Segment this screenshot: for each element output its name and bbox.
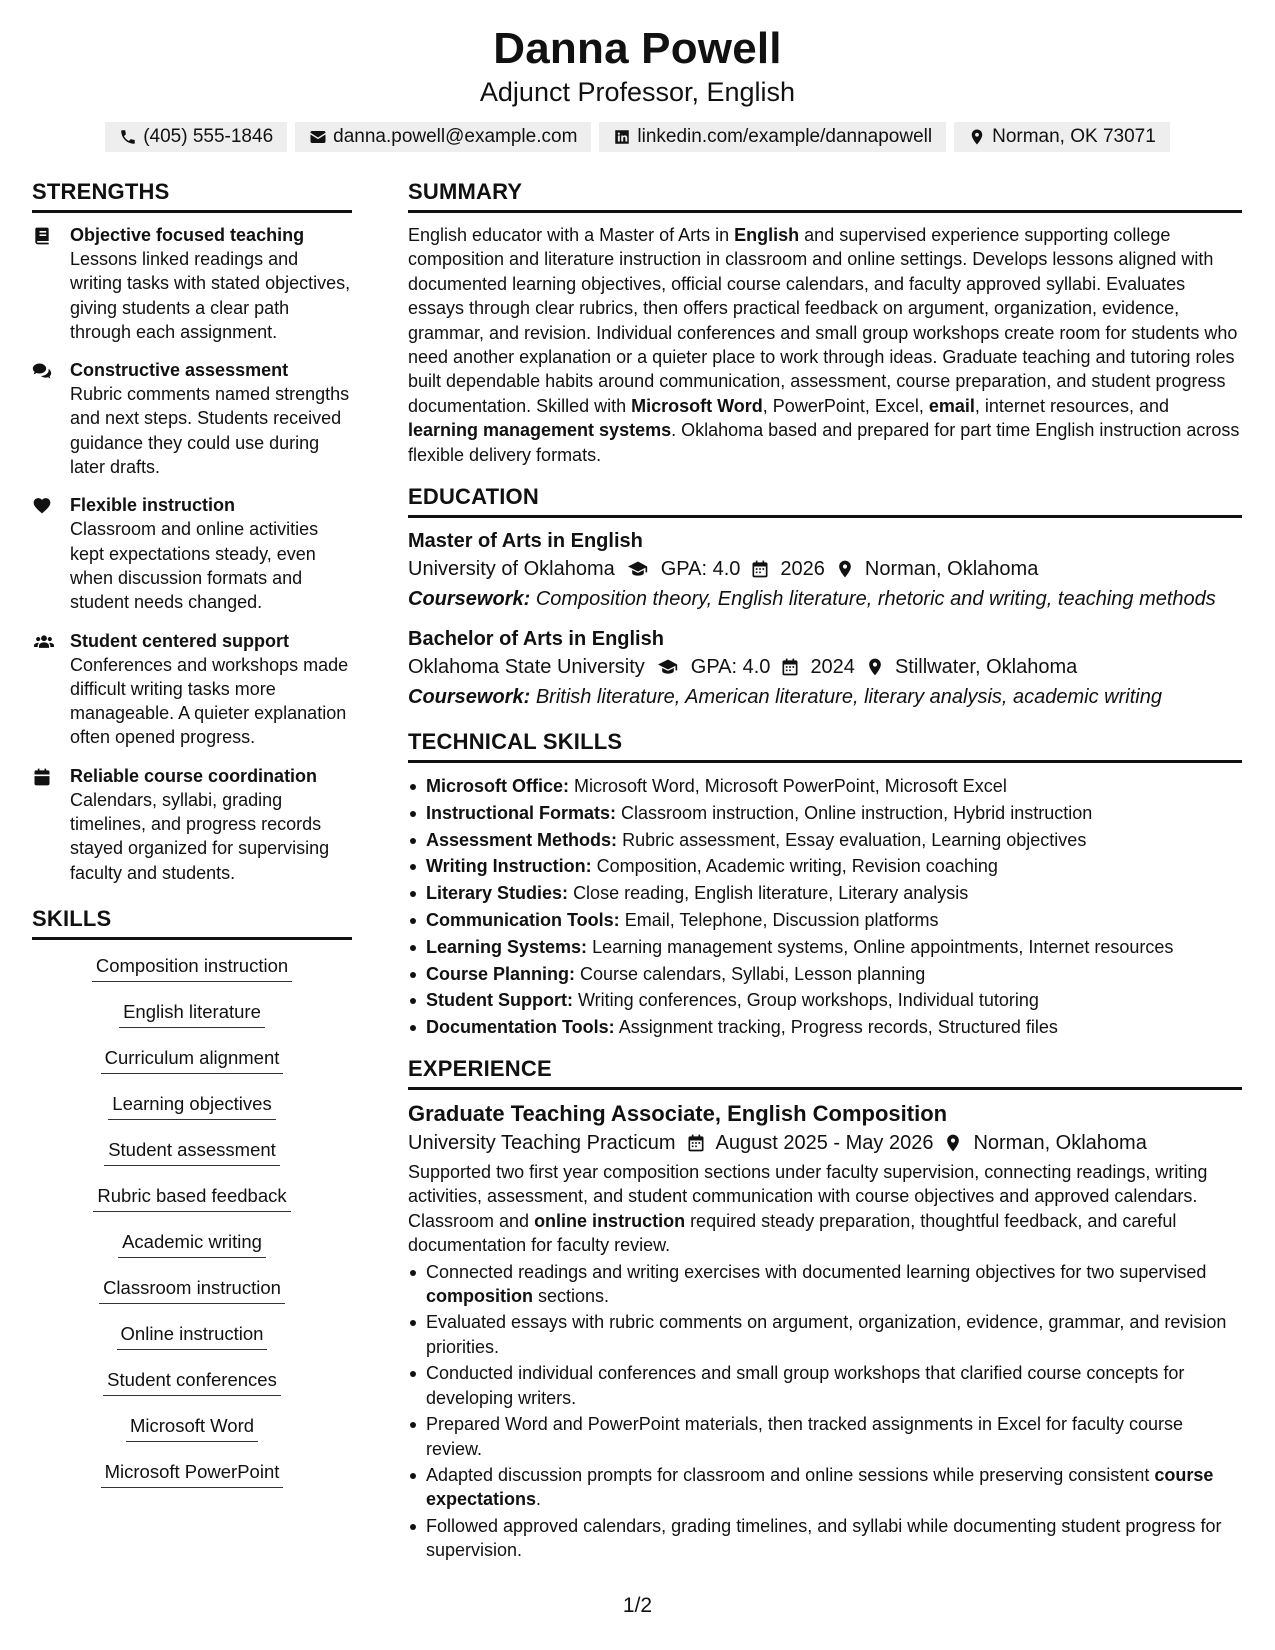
bullet-seg: Connected readings and writing exercises with documented learning objectives for two supervised [426, 1261, 1207, 1282]
experience-heading: EXPERIENCE [408, 1055, 1242, 1090]
coursework [408, 584, 1242, 614]
comments-icon [32, 361, 52, 381]
tech-label: Writing Instruction: [426, 856, 592, 877]
graduation-cap-icon [655, 657, 681, 677]
skill-item: Student assessment [104, 1134, 280, 1166]
resume-header [0, 22, 1275, 152]
job-title: Graduate Teaching Associate, English Composition [408, 1101, 948, 1127]
bullet-seg-bold: course expectations [426, 1464, 1214, 1510]
job-bullet [408, 1260, 1242, 1309]
skill-item: Online instruction [117, 1318, 268, 1350]
contact-email [295, 122, 591, 152]
gpa: GPA: 4.0 [690, 656, 771, 679]
tech-label: Communication Tools: [426, 910, 620, 931]
skill-item: Microsoft Word [126, 1410, 258, 1442]
job-location: Norman, Oklahoma [973, 1132, 1147, 1155]
tech-label: Course Planning: [426, 963, 576, 984]
education-item [408, 528, 1242, 614]
bullet-seg: . [536, 1489, 542, 1510]
map-pin-icon [968, 128, 986, 146]
strength-title: Flexible instruction [70, 495, 236, 516]
contact-location [954, 122, 1170, 152]
strength-title: Constructive assessment [70, 360, 289, 381]
left-column [32, 178, 352, 1502]
tech-label: Assessment Methods: [426, 829, 618, 850]
school-location: Norman, Oklahoma [864, 558, 1039, 581]
calendar-icon [780, 657, 800, 677]
coursework [408, 682, 1242, 712]
skill-item: Curriculum alignment [101, 1042, 284, 1074]
contact-phone-text: (405) 555-1846 [143, 126, 274, 147]
bullet-seg: Prepared Word and PowerPoint materials, then tracked assignments in Excel for faculty course review. [426, 1414, 1184, 1459]
linkedin-icon [613, 128, 631, 146]
skill-item: Composition instruction [92, 950, 292, 982]
right-column [408, 178, 1242, 1565]
technical-skill-item [408, 934, 1242, 961]
contact-linkedin-text: linkedin.com/example/dannapowell [637, 126, 933, 147]
candidate-role: Adjunct Professor, English [479, 77, 796, 107]
calendar-icon [750, 559, 770, 579]
tech-label: Literary Studies: [426, 883, 569, 904]
graduation-year: 2024 [810, 656, 855, 679]
coursework-text: Composition theory, English literature, rhetoric and writing, teaching methods [535, 588, 1216, 611]
job-bullet [408, 1361, 1242, 1410]
strength-title: Objective focused teaching [70, 225, 305, 245]
calendar-icon [686, 1133, 706, 1153]
summary-text [408, 223, 1242, 467]
contact-location-text: Norman, OK 73071 [992, 126, 1156, 147]
technical-skill-item [408, 907, 1242, 934]
job-org: University Teaching Practicum [408, 1132, 676, 1155]
job-dates: August 2025 - May 2026 [715, 1132, 934, 1155]
book-icon [32, 226, 52, 246]
users-icon [32, 632, 56, 652]
graduation-cap-icon [625, 559, 651, 579]
strength-desc: Rubric comments named strengths and next steps. Students received guidance they could use during later drafts. [70, 384, 350, 478]
technical-skill-item [408, 1014, 1242, 1041]
school-name: Oklahoma State University [408, 656, 645, 679]
technical-skill-item [408, 961, 1242, 988]
envelope-icon [309, 128, 327, 146]
summary-seg: . Oklahoma based and prepared for part time English instruction across flexible delivery formats. [408, 420, 1240, 465]
degree-title: Master of Arts in English [408, 530, 643, 553]
tech-value: Learning management systems, Online appointments, Internet resources [592, 936, 1174, 957]
coursework-text: British literature, American literature, literary analysis, academic writing [535, 686, 1162, 709]
tech-value: Assignment tracking, Progress records, Structured files [618, 1017, 1058, 1038]
intro-seg: Supported two first year composition sections under faculty supervision, connecting readings, writing activities, assessment, and student communication with course objectives and approved calendars. Classroom and [408, 1162, 1208, 1231]
bullet-seg: Conducted individual conferences and small group workshops that clarified course concepts for developing writers. [426, 1363, 1185, 1408]
skills-list [32, 950, 352, 1502]
skill-item: Academic writing [118, 1226, 266, 1258]
tech-label: Learning Systems: [426, 936, 588, 957]
job-bullet [408, 1463, 1242, 1512]
skill-item: English literature [119, 996, 265, 1028]
strength-desc: Lessons linked readings and writing tasks with stated objectives, giving students a clear path through each assignment. [70, 249, 351, 342]
summary-seg-bold: learning management systems [408, 420, 672, 441]
contact-email-text: danna.powell@example.com [333, 126, 578, 147]
candidate-name: Danna Powell [493, 24, 782, 73]
job-intro [408, 1160, 1242, 1258]
contact-bar [0, 122, 1275, 152]
job-bullets [408, 1260, 1242, 1563]
job-bullet [408, 1412, 1242, 1461]
job-bullet [408, 1514, 1242, 1563]
summary-seg: , PowerPoint, Excel, [762, 395, 929, 416]
gpa: GPA: 4.0 [660, 558, 741, 581]
technical-skills-list [408, 773, 1242, 1041]
technical-skill-item [408, 800, 1242, 827]
tech-value: Microsoft Word, Microsoft PowerPoint, Microsoft Excel [574, 776, 1007, 797]
phone-icon [119, 128, 137, 146]
summary-seg: English educator with a Master of Arts in [408, 225, 735, 245]
skills-heading: SKILLS [32, 905, 352, 940]
job-bullet [408, 1310, 1242, 1359]
tech-label: Student Support: [426, 990, 573, 1011]
strengths-heading: STRENGTHS [32, 178, 352, 213]
contact-phone [105, 122, 287, 152]
tech-value: Writing conferences, Group workshops, Individual tutoring [578, 990, 1039, 1011]
strength-item [32, 358, 352, 479]
strength-desc: Classroom and online activities kept expectations steady, even when discussion formats and student needs changed. [70, 519, 319, 613]
strength-desc: Calendars, syllabi, grading timelines, and progress records stayed organized for supervising faculty and students. [70, 789, 330, 883]
skill-item: Classroom instruction [99, 1272, 285, 1304]
tech-value: Rubric assessment, Essay evaluation, Learning objectives [622, 829, 1087, 850]
bullet-seg-bold: composition [426, 1286, 533, 1307]
tech-value: Close reading, English literature, Literary analysis [573, 883, 969, 904]
page-number: 1/2 [622, 1594, 653, 1617]
map-pin-icon [943, 1133, 963, 1153]
strength-item [32, 223, 352, 344]
tech-value: Course calendars, Syllabi, Lesson planning [580, 963, 926, 984]
technical-skill-item [408, 773, 1242, 800]
strength-desc: Conferences and workshops made difficult writing tasks more manageable. A quieter explanation often opened progress. [70, 654, 349, 748]
contact-linkedin [599, 122, 946, 152]
technical-skill-item [408, 987, 1242, 1014]
summary-seg-bold: Microsoft Word [631, 395, 763, 416]
education-heading: EDUCATION [408, 483, 1242, 518]
bullet-seg: Evaluated essays with rubric comments on argument, organization, evidence, grammar, and revision priorities. [426, 1312, 1227, 1357]
technical-skill-item [408, 880, 1242, 907]
coursework-label: Coursework: [408, 588, 531, 611]
strength-title: Reliable course coordination [70, 765, 318, 786]
tech-value: Composition, Academic writing, Revision coaching [596, 856, 998, 877]
summary-seg-bold: English [734, 225, 800, 245]
calendar-icon [32, 767, 52, 787]
skill-item: Student conferences [103, 1364, 281, 1396]
skill-item: Rubric based feedback [93, 1180, 290, 1212]
tech-label: Documentation Tools: [426, 1017, 615, 1038]
strength-item [32, 629, 352, 750]
coursework-label: Coursework: [408, 686, 531, 709]
bullet-seg: Followed approved calendars, grading timelines, and syllabi while documenting student progress for supervision. [426, 1515, 1222, 1561]
strength-title: Student centered support [70, 630, 290, 651]
bullet-seg: Adapted discussion prompts for classroom and online sessions while preserving consistent [426, 1464, 1155, 1485]
bullet-seg: sections. [533, 1286, 610, 1307]
degree-meta [408, 554, 1242, 584]
tech-label: Instructional Formats: [426, 802, 617, 823]
tech-label: Microsoft Office: [426, 776, 570, 797]
tech-value: Email, Telephone, Discussion platforms [624, 910, 939, 931]
degree-meta [408, 652, 1242, 682]
summary-heading: SUMMARY [408, 178, 1242, 213]
summary-seg: and supervised experience supporting college composition and literature instruction in classroom and online settings. Develops lessons aligned with documented learning objectives, official course calendars, and faculty approved syllabi. Evaluates essays through clear rubrics, then offers practical feedback on argument, organization, evidence, grammar, and revision. Individual conferences and small group workshops create room for students who need another explanation or a quieter place to work through ideas. Graduate teaching and tutoring roles built dependable habits around communication, assessment, course preparation, and student progress documentation. Skilled with [408, 225, 1238, 416]
strength-item [32, 493, 352, 614]
tech-value: Classroom instruction, Online instruction, Hybrid instruction [621, 802, 1093, 823]
heart-icon [32, 496, 52, 516]
school-location: Stillwater, Oklahoma [894, 656, 1078, 679]
technical-skill-item [408, 853, 1242, 880]
map-pin-icon [835, 559, 855, 579]
intro-seg: required steady preparation, thoughtful feedback, and careful documentation for faculty review. [408, 1210, 1177, 1256]
map-pin-icon [865, 657, 885, 677]
skill-item: Learning objectives [108, 1088, 275, 1120]
technical-skills-heading: TECHNICAL SKILLS [408, 728, 1242, 763]
degree-title: Bachelor of Arts in English [408, 628, 664, 651]
intro-seg-bold: online instruction [534, 1210, 686, 1231]
skill-item: Microsoft PowerPoint [101, 1456, 284, 1488]
job-meta [408, 1128, 1242, 1158]
technical-skill-item [408, 827, 1242, 854]
strength-item [32, 764, 352, 885]
summary-seg-bold: email [928, 395, 975, 416]
school-name: University of Oklahoma [408, 558, 615, 581]
graduation-year: 2026 [780, 558, 825, 581]
education-item [408, 626, 1242, 712]
summary-seg: , internet resources, and [974, 395, 1170, 416]
